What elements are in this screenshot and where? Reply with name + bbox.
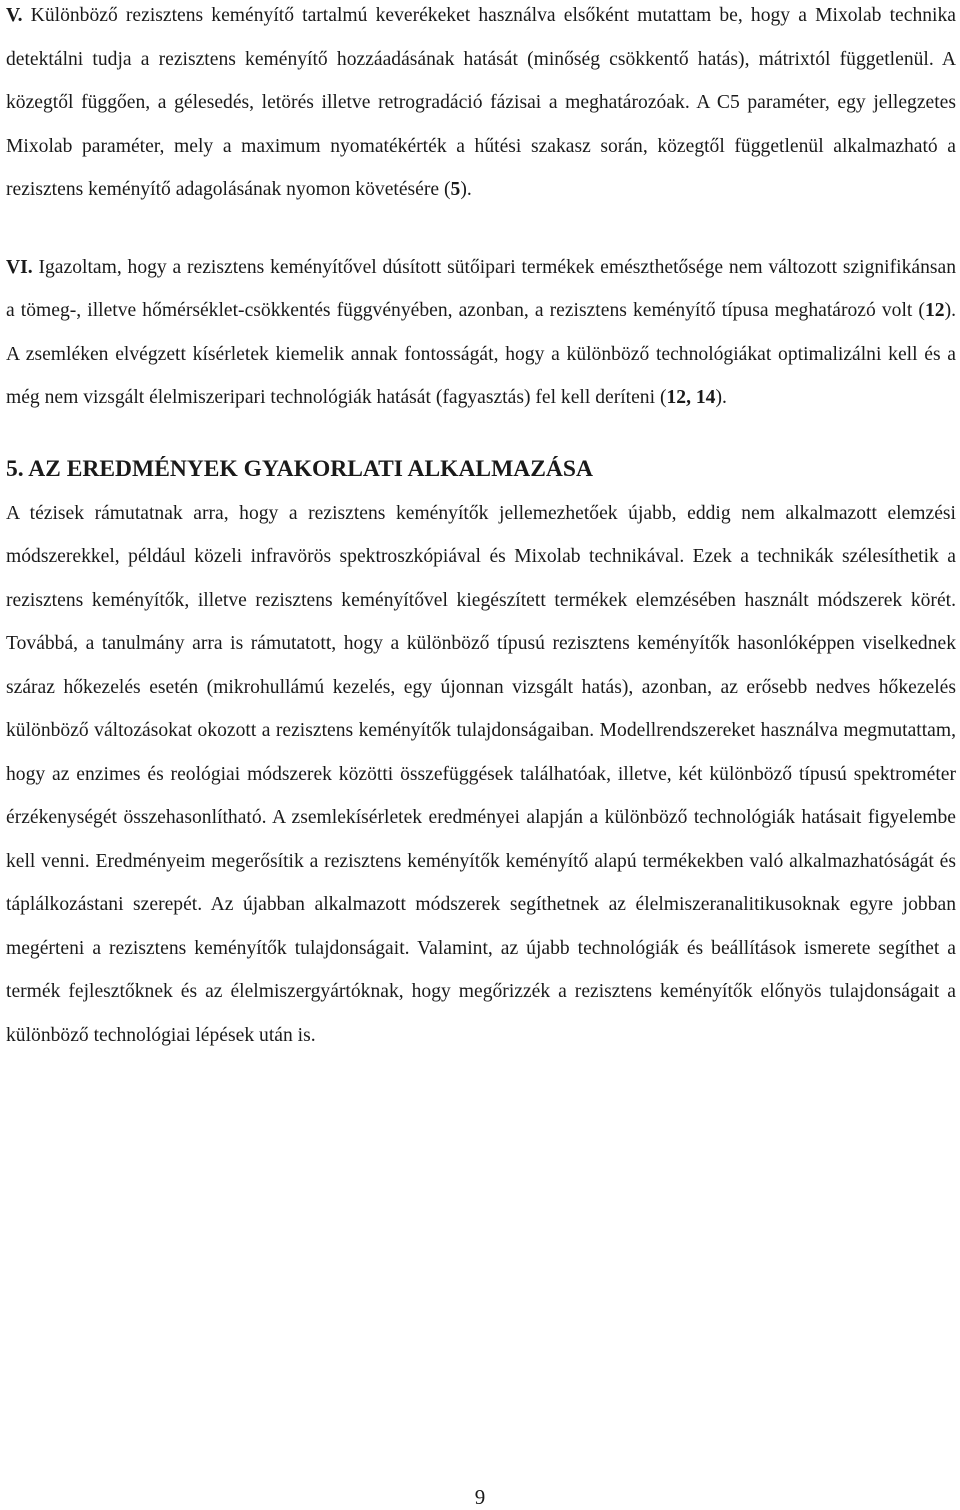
thesis-v-number: V. <box>6 5 23 26</box>
thesis-vi-reference-2: 12, 14 <box>666 387 716 408</box>
thesis-vi-reference-1: 12 <box>924 300 945 321</box>
thesis-vi-text-1: Igazoltam, hogy a rezisztens keményítővel dúsított sütőipari termékek emészthetősége nem változott szignifikánsan a tömeg-, illetve hőmérséklet-csökkentés függvényében, azonban, a rezisztens keményítő típusa meghatározó volt ( <box>6 256 956 321</box>
page-number: 9 <box>474 1485 486 1509</box>
section-body-paragraph: A tézisek rámutatnak arra, hogy a rezisztens keményítők jellemezhetőek újabb, eddig nem alkalmazott elemzési módszerekkel, például közeli infravörös spektroszkópiával és Mixolab technikával. Ezek a technikák szélesíthetik a rezisztens keményítők, illetve rezisztens keményítővel kiegészített termékek elemzésében használt módszerek körét. Továbbá, a tanulmány arra is rámutatott, hogy a különböző típusú rezisztens keményítők hasonlóképpen viselkednek száraz hőkezelés esetén (mikrohullámú kezelés, egy újonnan vizsgált hatás), azonban, az erősebb nedves hőkezelés különböző változásokat okozott a rezisztens keményítők tulajdonságaiban. Modellrendszereket használva megmutattam, hogy az enzimes és reológiai módszerek közötti összefüggések találhatóak, illetve, két különböző típusú spektrométer érzékenységét összehasonlítható. A zsemlekísérletek eredményei alapján a különböző technológiák hatásait figyelembe kell venni. Eredményeim megerősítik a rezisztens keményítők keményítő alapú termékekben való alkalmazhatóságát és táplálkozástani szerepét. Az újabban alkalmazott módszerek segíthetnek az élelmiszeranalitikusoknak egyre jobban megérteni a rezisztens keményítők tulajdonságait. Valamint, az újabb technológiák és beállítások ismerete segíthet a termék fejlesztőknek és az élelmiszergyártóknak, hogy megőrizzék a rezisztens keményítők előnyös tulajdonságait a különböző technológiai lépések után is. <box>6 502 956 1046</box>
thesis-v-reference: 5 <box>450 179 461 200</box>
thesis-v-text: Különböző rezisztens keményítő tartalmú keverékeket használva elsőként mutattam be, hogy a Mixolab technika detektálni tudja a rezisztens keményítő hozzáadásának hatását (minőség csökkentő hatás), mátrixtól függetlenül. A közegtől függően, a gélesedés, letörés illetve retrogradáció fázisai a meghatározóak. A C5 paraméter, egy jellegzetes Mixolab paraméter, mely a maximum nyomatékérték a hűtési szakasz során, közegtől függetlenül alkalmazható a rezisztens keményítő adagolásának nyomon követésére ( <box>6 5 956 200</box>
thesis-vi-number: VI. <box>6 256 33 278</box>
document-page <box>6 0 956 1057</box>
thesis-vi-end: ). <box>715 387 727 408</box>
section-heading: 5. AZ EREDMÉNYEK GYAKORLATI ALKALMAZÁSA <box>6 455 593 482</box>
thesis-vi-text-2: ). A zsemléken elvégzett kísérletek kiemelik annak fontosságát, hogy a különböző technológiákat optimalizálni kell és a még nem vizsgált élelmiszeripari technológiák hatását (fagyasztás) fel kell deríteni ( <box>6 300 956 408</box>
thesis-v-end: ). <box>460 179 472 200</box>
thesis-vi-paragraph <box>6 246 956 420</box>
thesis-v-paragraph <box>6 0 956 212</box>
